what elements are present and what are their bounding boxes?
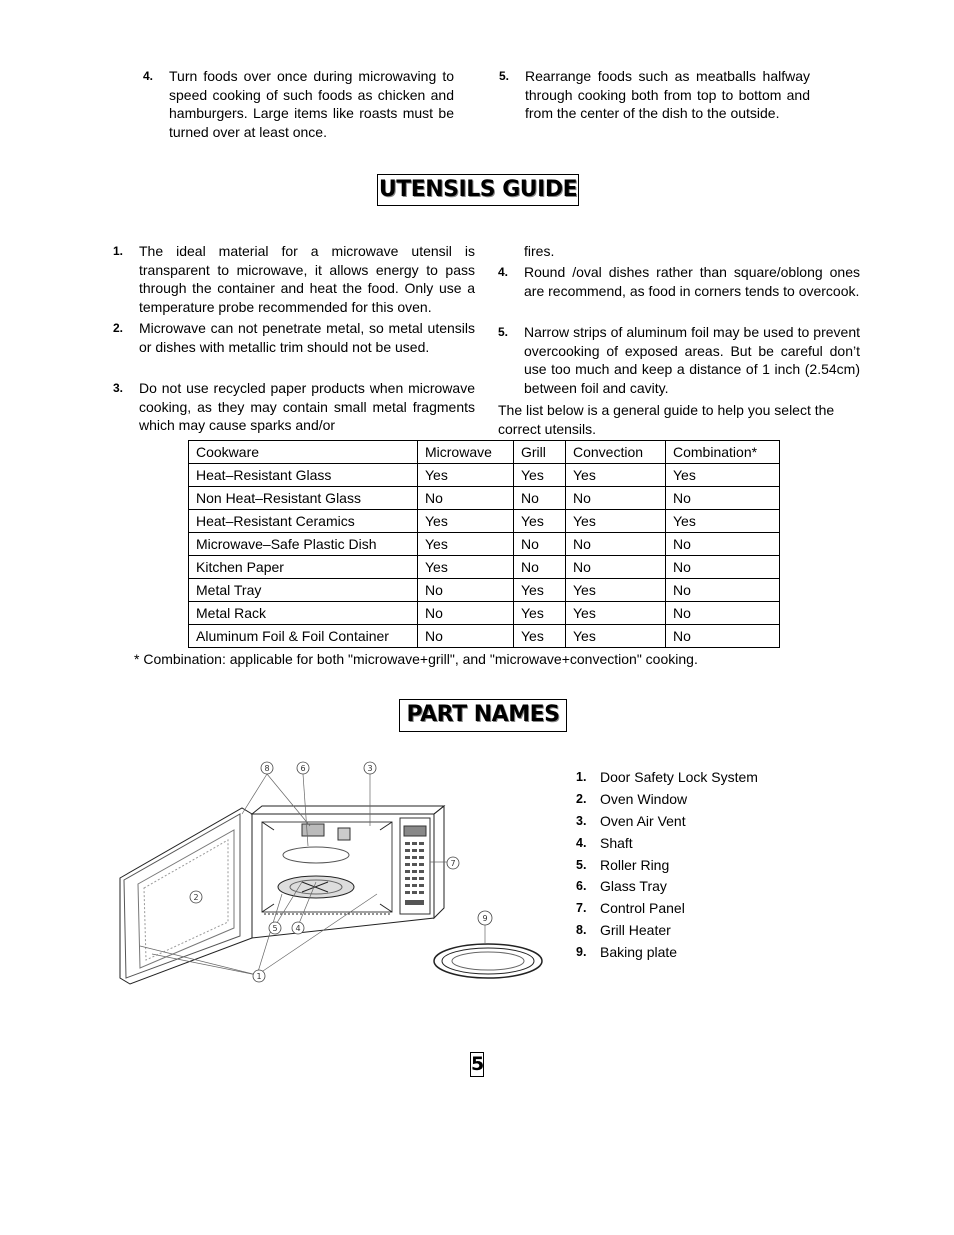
callout-label: 9: [482, 914, 488, 923]
guide-intro: The list below is a general guide to help you select the correct utensils.: [498, 402, 835, 437]
item-number: 5.: [499, 69, 510, 83]
part-number: 9.: [576, 945, 587, 960]
utensils-guide-heading: UTENSILS GUIDE: [377, 174, 579, 206]
table-cell: Yes: [514, 625, 566, 648]
item-text: Rearrange foods such as meatballs halfway through cooking both from top to bottom and from the center of the dish to the outside.: [525, 68, 810, 122]
table-cell: Yes: [514, 464, 566, 487]
table-cell: Yes: [566, 602, 666, 625]
list-item: [576, 876, 758, 898]
part-number: 2.: [576, 791, 587, 806]
item-number: 3.: [113, 381, 124, 395]
item-3-continuation: fires.: [524, 243, 555, 259]
item-text: Do not use recycled paper products when microwave cooking, as they may contain small metal fragments which may cause sparks and/or: [139, 380, 475, 434]
tip-item-4: [143, 67, 454, 141]
part-number: 3.: [576, 813, 587, 828]
table-row: [189, 625, 780, 648]
table-cell: Yes: [566, 579, 666, 602]
table-cell: Yes: [566, 464, 666, 487]
utensil-item-1: [113, 242, 475, 316]
table-row: [189, 556, 780, 579]
table-cell: No: [418, 487, 514, 510]
table-cell: No: [418, 579, 514, 602]
table-cell: Kitchen Paper: [189, 556, 418, 579]
part-number: 8.: [576, 923, 587, 938]
callout-label: 5: [272, 924, 278, 933]
table-header-cell: Convection: [566, 441, 666, 464]
table-cell: Metal Rack: [189, 602, 418, 625]
part-label: Control Panel: [600, 900, 685, 917]
table-cell: Yes: [418, 533, 514, 556]
table-cell: Non Heat–Resistant Glass: [189, 487, 418, 510]
table-cell: No: [666, 556, 780, 579]
item-number: 1.: [113, 244, 124, 258]
part-number: 5.: [576, 857, 587, 872]
table-cell: Aluminum Foil & Foil Container: [189, 625, 418, 648]
table-header-cell: Cookware: [189, 441, 418, 464]
table-cell: Microwave–Safe Plastic Dish: [189, 533, 418, 556]
table-header-row: [189, 441, 780, 464]
table-cell: No: [666, 579, 780, 602]
table-cell: Yes: [418, 510, 514, 533]
list-item: [576, 767, 758, 789]
table-row: [189, 533, 780, 556]
table-cell: Yes: [666, 510, 780, 533]
table-row: [189, 464, 780, 487]
table-cell: Yes: [514, 510, 566, 533]
part-number: 7.: [576, 901, 587, 916]
item-number: 2.: [113, 321, 124, 335]
table-header-cell: Microwave: [418, 441, 514, 464]
part-label: Oven Air Vent: [600, 812, 686, 829]
part-label: Baking plate: [600, 944, 678, 961]
list-item: [576, 833, 758, 855]
list-item: [576, 942, 758, 964]
callout-label: 2: [193, 893, 199, 902]
item-number: 5.: [498, 325, 509, 339]
table-cell: No: [566, 533, 666, 556]
table-row: [189, 602, 780, 625]
table-row: [189, 579, 780, 602]
item-text: Microwave can not penetrate metal, so metal utensils or dishes with metallic trim should not be used.: [139, 320, 475, 355]
table-cell: No: [666, 625, 780, 648]
part-label: Door Safety Lock System: [600, 769, 758, 785]
table-cell: Yes: [666, 464, 780, 487]
table-row: [189, 510, 780, 533]
parts-list: [576, 767, 758, 964]
table-cell: No: [566, 556, 666, 579]
table-footnote: * Combination: applicable for both "microwave+grill", and "microwave+convection" cooking.: [134, 651, 698, 667]
table-cell: No: [666, 602, 780, 625]
table-cell: Yes: [566, 510, 666, 533]
table-cell: No: [418, 602, 514, 625]
utensil-item-5: [498, 323, 860, 397]
table-cell: Heat–Resistant Glass: [189, 464, 418, 487]
table-header-cell: Combination*: [666, 441, 780, 464]
table-cell: No: [514, 533, 566, 556]
utensil-item-3: [113, 379, 475, 435]
part-label: Shaft: [600, 834, 633, 851]
table-cell: No: [666, 487, 780, 510]
table-cell: Yes: [514, 579, 566, 602]
list-item: [576, 855, 758, 877]
part-number: 1.: [576, 770, 587, 784]
table-cell: Yes: [418, 556, 514, 579]
list-item: [576, 811, 758, 833]
item-number: 4.: [143, 69, 154, 83]
callout-label: 7: [450, 859, 456, 868]
list-item: [576, 898, 758, 920]
table-cell: Metal Tray: [189, 579, 418, 602]
utensils-table: [188, 440, 780, 648]
page-number: 5: [471, 1053, 485, 1075]
utensil-item-2: [113, 319, 475, 356]
part-label: Roller Ring: [600, 856, 670, 873]
table-cell: No: [514, 487, 566, 510]
part-number: 4.: [576, 835, 587, 850]
table-cell: No: [566, 487, 666, 510]
table-cell: No: [418, 625, 514, 648]
part-label: Grill Heater: [600, 922, 671, 939]
table-header-cell: Grill: [514, 441, 566, 464]
table-cell: No: [514, 556, 566, 579]
callout-label: 6: [300, 764, 306, 773]
part-label: Glass Tray: [600, 878, 667, 895]
table-cell: Heat–Resistant Ceramics: [189, 510, 418, 533]
callout-label: 8: [264, 764, 270, 773]
item-text: Turn foods over once during microwaving to speed cooking of such foods as chicken and hamburgers. Large items like roasts must be turned over at least once.: [169, 68, 454, 140]
callout-label: 1: [256, 972, 262, 981]
list-item: [576, 789, 758, 811]
item-text: Round /oval dishes rather than square/oblong ones are recommend, as food in corners tends to overcook.: [524, 264, 860, 299]
table-cell: Yes: [418, 464, 514, 487]
part-names-heading: PART NAMES: [399, 699, 567, 732]
table-cell: Yes: [566, 625, 666, 648]
table-cell: Yes: [514, 602, 566, 625]
utensil-item-4: [498, 263, 860, 300]
callout-label: 4: [295, 924, 301, 933]
table-row: [189, 487, 780, 510]
item-text: The ideal material for a microwave utensil is transparent to microwave, it allows energy to pass through the container and heat the food. Only use a temperature probe recommended for this oven.: [139, 243, 475, 315]
part-number: 6.: [576, 879, 587, 894]
microwave-diagram: [112, 756, 552, 988]
list-item: [576, 920, 758, 942]
callout-label: 3: [367, 764, 373, 773]
part-label: Oven Window: [600, 790, 688, 807]
item-text: Narrow strips of aluminum foil may be used to prevent overcooking of exposed areas. But be careful don’t use too much and keep a distance of 1 inch (2.54cm) between foil and cavity.: [524, 324, 860, 396]
item-number: 4.: [498, 265, 509, 279]
tip-item-5: [499, 67, 810, 123]
table-cell: No: [666, 533, 780, 556]
